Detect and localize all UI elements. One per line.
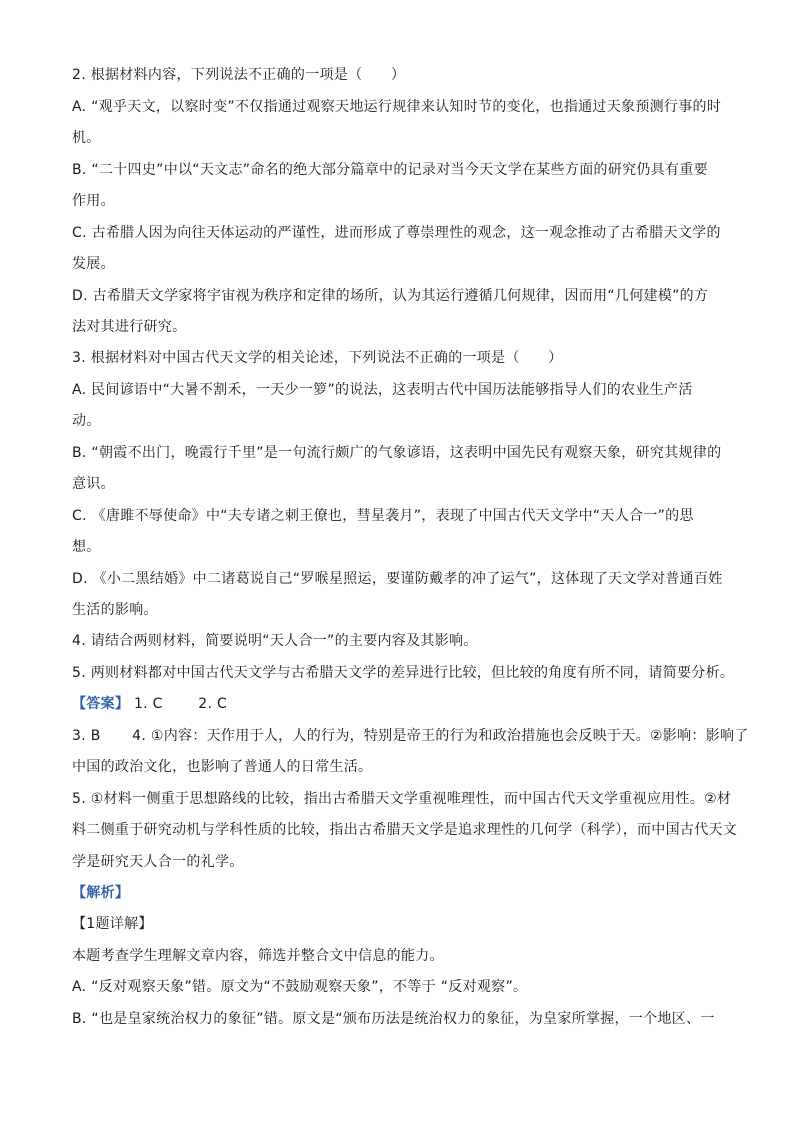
question-3-stem: 3. 根据材料对中国古代天文学的相关论述，下列说法不正确的一项是（ ） bbox=[72, 350, 563, 366]
q3-option-d-cont: 生活的影响。 bbox=[72, 602, 158, 618]
answer-label: 【答案】 bbox=[72, 696, 130, 712]
answer-1: 1. C bbox=[133, 696, 163, 712]
answer-5-line2: 料二侧重于研究动机与学科性质的比较，指出古希腊天文学是追求理性的几何学（科学），而中国古代天文 bbox=[72, 822, 738, 838]
answer-4-line1: 4. ①内容：天作用于人，人的行为，特别是帝王的行为和政治措施也会反映于天。②影响：影响了 bbox=[132, 728, 749, 744]
analysis-sub-label: 【1题详解】 bbox=[72, 916, 153, 932]
q3-option-c-cont: 想。 bbox=[72, 539, 101, 555]
q2-option-c-cont: 发展。 bbox=[72, 256, 115, 272]
q2-option-c: C. 古希腊人因为向往天体运动的严谨性，进而形成了尊崇理性的观念，这一观念推动了古希腊天文学的 bbox=[72, 225, 721, 241]
analysis-label bbox=[72, 884, 732, 902]
q2-option-b-cont: 作用。 bbox=[72, 193, 115, 209]
answer-row-1 bbox=[72, 695, 732, 713]
q3-option-d: D. 《小二黑结婚》中二诸葛说自己“罗喉星照运，要谨防戴孝的冲了运气”，这体现了天文学对普通百姓 bbox=[72, 571, 723, 587]
q3-option-b-cont: 意识。 bbox=[72, 476, 115, 492]
answer-5-line3: 学是研究天人合一的礼学。 bbox=[72, 854, 244, 870]
answer-row-2 bbox=[72, 727, 749, 745]
analysis-heading: 【解析】 bbox=[72, 885, 130, 901]
question-5-stem: 5. 两则材料都对中国古代天文学与古希腊天文学的差异进行比较，但比较的角度有所不同，请简要分析。 bbox=[72, 665, 735, 681]
question-4-stem: 4. 请结合两则材料，简要说明“天人合一”的主要内容及其影响。 bbox=[72, 633, 478, 649]
question-2-stem: 2. 根据材料内容，下列说法不正确的一项是（ ） bbox=[72, 67, 406, 83]
answer-3: 3. B bbox=[72, 728, 101, 744]
answer-2: 2. C bbox=[198, 696, 228, 712]
q2-option-a: A. “观乎天文，以察时变”不仅指通过观察天地运行规律来认知时节的变化，也指通过天象预测行事的时 bbox=[72, 99, 722, 115]
answer-4-line2: 中国的政治文化，也影响了普通人的日常生活。 bbox=[72, 759, 373, 775]
q3-option-a: A. 民间谚语中“大暑不割禾，一天少一箩”的说法，这表明古代中国历法能够指导人们的农业生产活 bbox=[72, 382, 693, 398]
q2-option-b: B. “二十四史”中以“天文志”命名的绝大部分篇章中的记录对当今天文学在某些方面的研究仍具有重要 bbox=[72, 162, 708, 178]
q2-option-a-cont: 机。 bbox=[72, 130, 101, 146]
q3-option-a-cont: 动。 bbox=[72, 413, 101, 429]
q3-option-c: C. 《唐雎不辱使命》中“夫专诸之刺王僚也，彗星袭月”，表现了中国古代天文学中“天人合一”的思 bbox=[72, 508, 694, 524]
analysis-line: A. “反对观察天象”错。原文为“不鼓励观察天象”，不等于 “反对观察”。 bbox=[72, 979, 528, 995]
q3-option-b: B. “朝霞不出门，晚霞行千里”是一句流行颇广的气象谚语，这表明中国先民有观察天象，研究其规律的 bbox=[72, 445, 722, 461]
analysis-line: B. “也是皇家统治权力的象征”错。原文是“颁布历法是统治权力的象征，为皇家所掌握，一个地区、一 bbox=[72, 1011, 715, 1027]
analysis-line: 本题考查学生理解文章内容，筛选并整合文中信息的能力。 bbox=[72, 948, 444, 964]
q2-option-d-cont: 法对其进行研究。 bbox=[72, 319, 187, 335]
q2-option-d: D. 古希腊天文学家将宇宙视为秩序和定律的场所，认为其运行遵循几何规律，因而用“几何建模”的方 bbox=[72, 288, 709, 304]
answer-5-line1: 5. ①材料一侧重于思想路线的比较，指出古希腊天文学重视唯理性，而中国古代天文学重视应用性。②材 bbox=[72, 791, 732, 807]
